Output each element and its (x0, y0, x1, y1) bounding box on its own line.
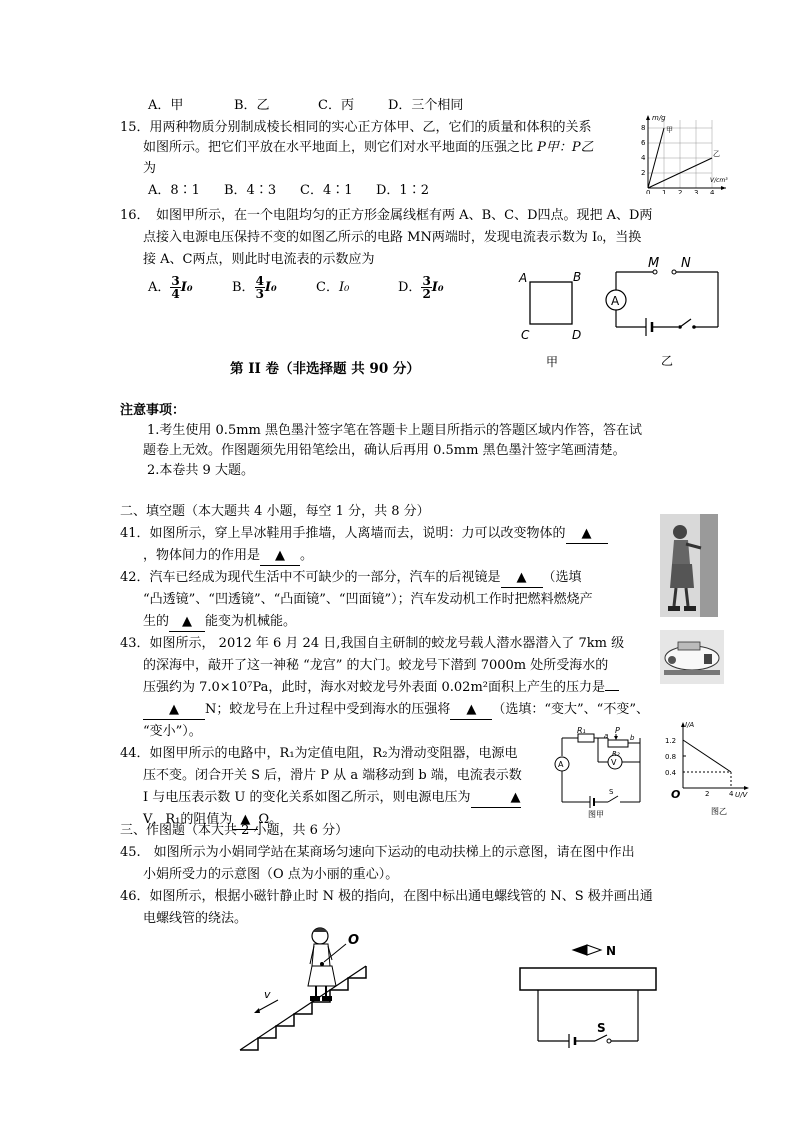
q16-yi-M: M (648, 256, 660, 271)
q43-blank-1[interactable]: ▲ (143, 701, 205, 720)
q15-option-d: D．1∶2 (376, 183, 429, 198)
q15-graph-series-yi: 乙 (713, 150, 720, 158)
q16-line3: 接 A、C两点，则此时电流表的示数应为 (143, 252, 375, 267)
q15-line1: 15．用两种物质分别制成棱长相同的实心正方体甲、乙，它们的质量和体积的关系 (120, 120, 592, 135)
q43-text-d: N；蛟龙号在上升过程中受到海水的压强将 (205, 702, 451, 717)
q44-yi-xtick: 2 (705, 790, 710, 798)
q44-yi-xlabel: U/V (735, 791, 748, 799)
notes-line2: 题卷上无效。作图题须先用铅笔绘出，确认后再用 0.5mm 黑色墨汁签字笔画清楚。 (143, 443, 626, 458)
q44-yi-origin: O (671, 788, 681, 801)
q16-jia-B: B (573, 270, 582, 284)
q44-jia-P: P (615, 726, 620, 735)
q14-option-c: C．丙 (318, 98, 354, 113)
q44-jia-ammeter: A (558, 760, 564, 769)
q42-text-a: 42．汽车已经成为现代生活中不可缺少的一部分，汽车的后视镜是 (120, 570, 501, 585)
q16-option-a (148, 273, 193, 303)
q16-option-b-num: 4 (255, 274, 264, 288)
q16-figure-yi (598, 255, 723, 375)
q16-option-a-label: A． (148, 280, 171, 295)
q43-line5: “变小”）。 (143, 724, 202, 739)
q41-line2 (143, 547, 313, 566)
q44-figure-yi (655, 718, 755, 818)
q44-yi-caption: 图乙 (711, 807, 727, 816)
q15-graph-xlabel: V/cm³ (710, 177, 728, 184)
q16-option-b (232, 273, 277, 303)
q16-option-a-num: 3 (171, 274, 180, 288)
notes-title: 注意事项： (120, 403, 186, 418)
q42-line1 (120, 569, 582, 588)
q15-options (148, 182, 429, 200)
q44-line3 (143, 789, 521, 808)
q15-graph-ytick: 8 (641, 124, 646, 132)
q44-jia-switch: S (609, 788, 614, 796)
q43-line1: 43．如图所示， 2012 年 6 月 24 日,我国自主研制的蛟龙号载人潜水器潜入了 7km 级 (120, 636, 625, 651)
q14-option-d: D．三个相同 (388, 98, 464, 113)
q16-option-c-label: C． (316, 280, 339, 295)
q44-line2: 压不变。闭合开关 S 后，滑片 P 从 a 端移动到 b 端，电流表示数 (143, 768, 522, 783)
q44-yi-ytick: 1.2 (665, 737, 677, 745)
q16-option-b-den: 3 (255, 287, 264, 301)
q14-option-a: A．甲 (148, 98, 184, 113)
q44-line1: 44．如图甲所示的电路中，R₁为定值电阻，R₂为滑动变阻器，电源电 (120, 746, 518, 761)
q45-fig-O-label: O (348, 933, 360, 948)
q16-option-c-sym: I₀ (338, 280, 350, 295)
q15-graph-xtick: 1 (662, 189, 667, 194)
q41-text-a: 41．如图所示，穿上旱冰鞋用手推墙，人离墙而去，说明：力可以改变物体的 (120, 526, 566, 541)
q45-figure-escalator (238, 920, 388, 1054)
q46-switch-S: S (597, 1021, 606, 1035)
q16-jia-C: C (521, 328, 530, 342)
q46-needle-N: N (606, 944, 617, 958)
q15-option-c: C．4∶1 (300, 183, 353, 198)
q44-figure-jia (548, 726, 648, 818)
q16-yi-ammeter: A (611, 294, 620, 308)
q16-line1: 16． 如图甲所示，在一个电阻均匀的正方形金属线框有两 A、B、C、D四点。现把 A、D两 (120, 208, 653, 223)
section2-title: 第 II 卷（非选择题 共 90 分） (230, 361, 420, 377)
q42-line3 (143, 613, 296, 632)
q16-option-d-label: D． (398, 280, 422, 295)
q41-line1 (120, 525, 608, 544)
q41-blank-1[interactable]: ▲ (566, 525, 608, 544)
q42-text-b: （选填 (542, 570, 582, 585)
q16-option-a-den: 4 (171, 287, 180, 301)
q44-jia-R2: R₂ (612, 750, 620, 758)
notes-line1: 1.考生使用 0.5mm 黑色墨汁签字笔在答题卡上题目所指示的答题区域内作答，答在试 (147, 423, 642, 438)
q44-yi-ylabel: I/A (685, 721, 695, 729)
q46-figure-solenoid (515, 935, 665, 1055)
q41-blank-2[interactable]: ▲ (260, 547, 300, 566)
q15-option-b: B．4∶3 (224, 183, 277, 198)
q15-mass-volume-graph (630, 112, 735, 194)
q44-jia-voltmeter: V (611, 758, 617, 767)
q16-jia-D: D (572, 328, 582, 342)
q14-option-b: B．乙 (234, 98, 270, 113)
q44-text-c: I 与电压表示数 U 的变化关系如图乙所示，则电源电压为 (143, 790, 471, 805)
q44-text-e: Ω。 (258, 812, 283, 827)
q15-graph-series-jia: 甲 (666, 126, 673, 134)
q44-blank-2[interactable]: ▲ (232, 811, 258, 830)
q16-option-b-label: B． (232, 280, 255, 295)
q16-line2: 点接入电源电压保持不变的如图乙所示的电路 MN两端时，发现电流表示数为 I₀，当换 (143, 230, 642, 245)
q15-graph-ytick: 2 (641, 169, 646, 177)
q15-graph-xtick: 3 (694, 189, 699, 194)
q44-jia-b: b (630, 734, 635, 742)
q15-ratio: P甲：P乙 (537, 140, 594, 155)
q16-option-a-sym: I₀ (180, 280, 193, 295)
q15-line2-text: 如图所示。把它们平放在水平地面上，则它们对水平地面的压强之比 (143, 140, 534, 155)
q16-option-d (398, 273, 444, 303)
q15-graph-origin: 0 (646, 189, 651, 194)
q41-text-b: ，物体间力的作用是 (143, 548, 261, 563)
q15-option-a: A．8∶1 (148, 183, 200, 198)
q43-blank-2[interactable]: ▲ (450, 701, 492, 720)
q16-option-d-sym: I₀ (431, 280, 444, 295)
q44-blank-1[interactable]: ▲ (471, 789, 521, 808)
q46-line1: 46．如图所示，根据小磁针静止时 N 极的指向，在图中标出通电螺线管的 N、S 极并画出通 (120, 889, 653, 904)
q42-text-e: 能变为机械能。 (205, 614, 297, 629)
q45-line2: 小娟所受力的示意图（O 点为小丽的重心）。 (143, 867, 399, 882)
q15-line2 (143, 139, 594, 157)
q45-line1: 45. 如图所示为小娟同学站在某商场匀速向下运动的电动扶梯上的示意图，请在图中作出 (120, 845, 635, 860)
q43-text-e: （选填：“变大”、“不变”、 (492, 702, 649, 717)
q16-option-b-sym: I₀ (264, 280, 277, 295)
q16-yi-N: N (681, 256, 691, 271)
q43-text-c: 压强约为 7.0×10⁷Pa，此时，海水对蛟龙号外表面 0.02m²面积上产生的压力是 (143, 680, 605, 695)
q14-options (148, 97, 463, 115)
q42-line2: “凸透镜”、“凹透镜”、“凸面镜”、“凹面镜”）；汽车发动机工作时把燃料燃烧产 (143, 592, 593, 607)
q15-graph-ytick: 4 (641, 154, 646, 162)
q44-yi-ytick: 0.8 (665, 753, 677, 761)
q16-figure-jia (515, 265, 595, 375)
q44-yi-ytick: 0.4 (665, 769, 677, 777)
q43-line2: 的深海中，敲开了这一神秘 “龙宫” 的大门。蛟龙号下潜到 7000m 处所受海水的 (143, 658, 609, 673)
q44-jia-a: a (604, 732, 609, 740)
q41-figure-skater (660, 514, 718, 617)
q15-graph-xtick: 4 (710, 189, 715, 194)
q42-text-d: 生的 (143, 614, 170, 629)
q44-jia-R1: R₁ (577, 726, 586, 735)
q44-yi-xtick: 4 (729, 790, 734, 798)
part2-title: 二、填空题（本大题共 4 小题，每空 1 分，共 8 分） (120, 504, 430, 519)
q43-line4 (143, 701, 649, 720)
q15-graph-xtick: 2 (678, 189, 683, 194)
q43-line3 (143, 679, 619, 697)
q41-text-c: 。 (300, 548, 314, 563)
q42-blank-1[interactable]: ▲ (501, 569, 543, 588)
q16-option-d-num: 3 (422, 274, 431, 288)
q15-line3: 为 (143, 161, 157, 176)
q16-option-d-den: 2 (422, 287, 431, 301)
q15-graph-ytick: 6 (641, 139, 646, 147)
q15-graph-ylabel: m/g (652, 114, 666, 122)
q43-blank-1-start[interactable] (605, 690, 619, 691)
q44-text-d: V，R₁的阻值为 (143, 812, 233, 827)
q46-line2: 电螺线管的绕法。 (143, 911, 248, 926)
notes-line3: 2.本卷共 9 大题。 (147, 463, 254, 478)
q44-jia-caption: 图甲 (588, 810, 604, 818)
q16-option-c (316, 279, 349, 297)
q43-figure-submersible (660, 630, 724, 684)
part3-title: 三、作图题（本大共 2 小题，共 6 分） (120, 823, 349, 838)
q42-blank-2[interactable]: ▲ (169, 613, 205, 632)
q16-yi-caption: 乙 (661, 354, 674, 368)
q16-jia-A: A (519, 271, 528, 285)
q45-fig-v-label: v (264, 988, 271, 1001)
q16-jia-caption: 甲 (546, 355, 559, 369)
